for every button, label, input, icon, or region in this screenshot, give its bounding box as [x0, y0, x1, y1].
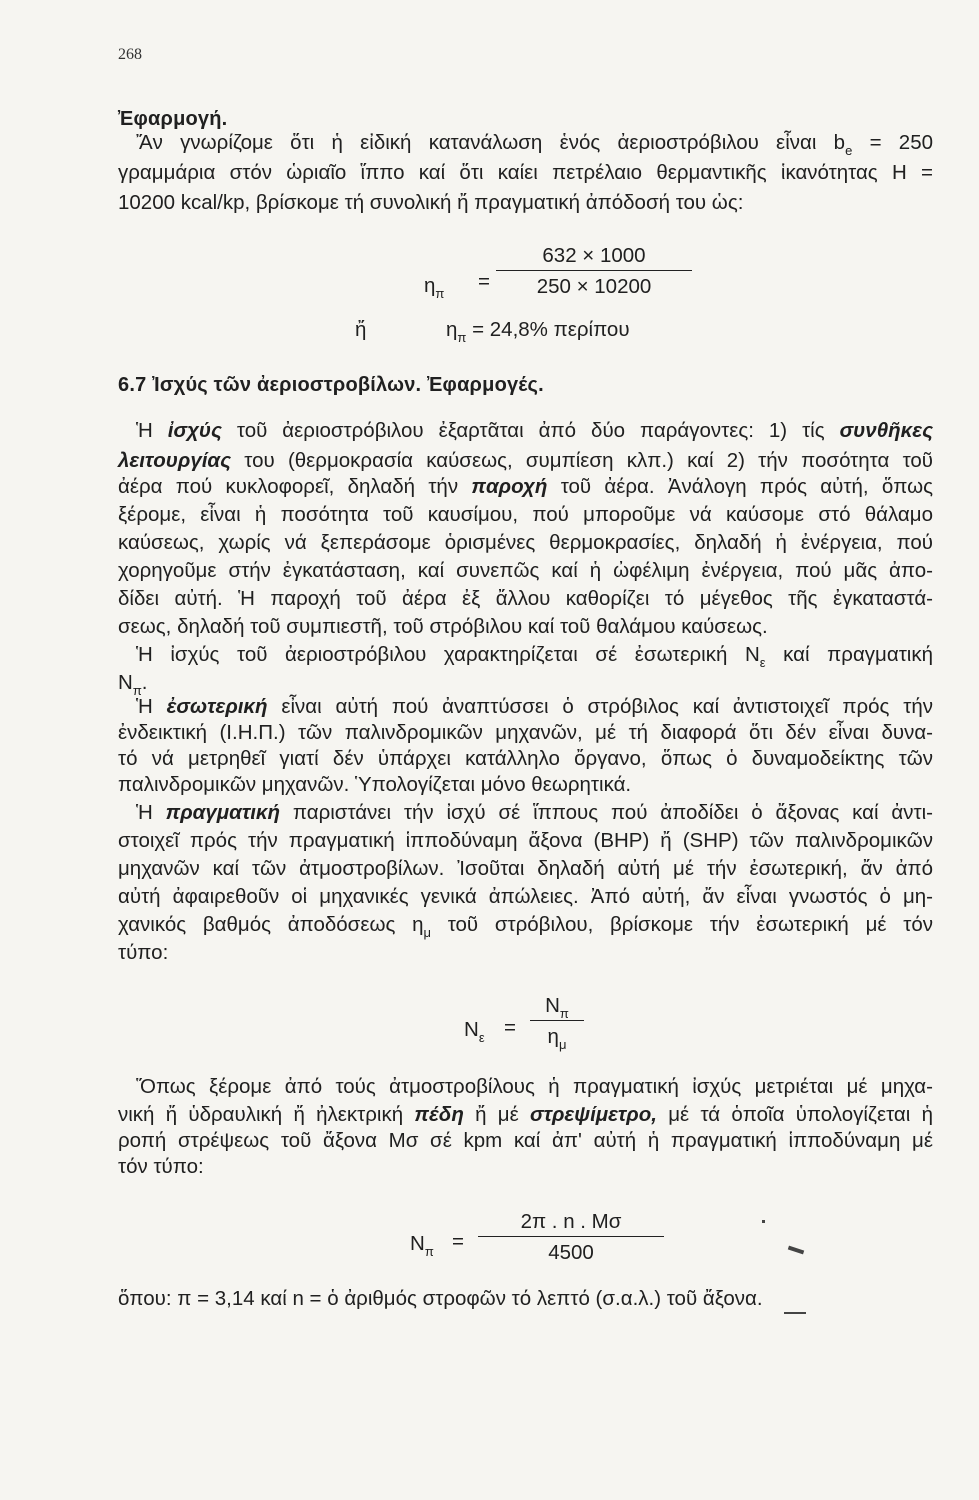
formula3-denominator: $\eta_\mu$ — [547, 1025, 567, 1052]
formula4-numerator: 2π . n . Mσ — [520, 1210, 622, 1233]
text-line: Ὅπως ξέρομε ἀπό τούς ἀτμοστροβίλους ἡ πραγματική ἰσχύς μετριέται μέ μηχα- — [136, 1075, 933, 1098]
text-line: τό νά μετρηθεῖ γιατί δέν ὑπάρχει κατάλληλο ὄργανο, ὅπως ὁ δυναμοδείκτης τῶν — [118, 747, 933, 770]
text-line: Ἡ πραγματική παριστάνει τήν ἰσχύ σέ ἵππους πού ἀποδίδει ὁ ἄξονας καί ἀντι- — [136, 801, 933, 824]
formula2: $\eta_\pi = 24,8\%$ περίπου — [446, 318, 630, 345]
formula4-fraction — [478, 1210, 664, 1265]
text-line: νική ἤ ὑδραυλική ἤ ἠλεκτρική πέδη ἤ μέ στρεψίμετρο, μέ τά ὁποῖα ὑπολογίζεται ἡ — [118, 1103, 933, 1126]
text-line: δίδει αὐτή. Ἡ παροχή τοῦ ἀέρα ἐξ ἄλλου καθορίζει τό μέγεθος τῆς ἐγκαταστά- — [118, 587, 933, 610]
text-line: μηχανῶν καί τῶν ἀτμοστροβίλων. Ἰσοῦται δηλαδή αὐτή μέ τήν ἐσωτερική, ἄν ἀπό — [118, 857, 933, 880]
text-line: Ἡ ἐσωτερική εἶναι αὐτή πού ἀναπτύσσει ὁ στρόβιλος καί ἀντιστοιχεῖ πρός τήν — [136, 695, 933, 718]
formula4-lhs: $N_\pi$ — [410, 1232, 434, 1259]
text-line: τύπο: — [118, 941, 169, 964]
text-line: ἐνδεικτική (Ι.Η.Π.) τῶν παλινδρομικῶν μηχανῶν, μέ τή διαφορά ὅτι δέν εἶναι δυνα- — [118, 721, 933, 744]
text-line: γραμμάρια στόν ὡριαῖο ἵππο καί ὅτι καίει πετρέλαιο θερμαντικῆς ἱκανότητας H = — [118, 161, 933, 184]
text-line: ξέρομε, εἶναι ἡ ποσότητα τοῦ καυσίμου, πού μποροῦμε νά καύσομε στό θάλαμο — [118, 503, 933, 526]
formula3-lhs: $N_\varepsilon$ — [464, 1018, 485, 1045]
text-line: παλινδρομικῶν μηχανῶν. Ὑπολογίζεται μόνο θεωρητικά. — [118, 773, 632, 796]
text-line: Ἡ ἰσχύς τοῦ ἀεριοστρόβιλου χαρακτηρίζεται σέ ἐσωτερική $N_\varepsilon$ καί πραγματική — [136, 643, 934, 670]
section-heading: 6.7 Ἰσχύς τῶν ἀεριοστροβίλων. Ἐφαρμογές. — [118, 374, 544, 396]
text-line: ροπή στρέψεως τοῦ ἄξονα Mσ σέ kpm καί ἀπ' αὐτή ἡ πραγματική ἱπποδύναμη μέ — [118, 1129, 933, 1152]
text-line: αὐτή ἀφαιρεθοῦν οἱ μηχανικές γενικά ἀπώλειες. Ἀπό αὐτή, ἄν εἶναι γνωστός ὁ μη- — [118, 885, 933, 908]
text-line: τόν τύπο: — [118, 1155, 204, 1178]
formula4-equals: = — [452, 1230, 464, 1253]
formula1-denominator: 250 × 10200 — [536, 275, 652, 298]
formula1-numerator: 632 × 1000 — [542, 244, 646, 267]
text-line: Ἄν γνωρίζομε ὅτι ἡ εἰδική κατανάλωση ἑνός ἀεριοστρόβιλου εἶναι $b_e = 250$ — [136, 131, 934, 158]
text-line: χορηγοῦμε στήν ἐγκατάσταση, καί συνεπῶς καί ἡ ὠφέλιμη ἐνέργεια, πού μᾶς ἀπο- — [118, 559, 933, 582]
formula3-equals: = — [504, 1016, 516, 1039]
closing-line: ὅπου: π = 3,14 καί n = ὁ ἀριθμός στροφῶν τό λεπτό (σ.α.λ.) τοῦ ἄξονα. — [118, 1287, 763, 1310]
formula3-numerator: $N_\pi$ — [545, 994, 569, 1021]
text-line: ἀέρα πού κυκλοφορεῖ, δηλαδή τήν παροχή τοῦ ἀέρα. Ἀνάλογη πρός αὐτή, ὅπως — [118, 475, 933, 498]
application-heading: Ἐφαρμογή. — [118, 108, 228, 130]
text-line: στοιχεῖ πρός τήν πραγματική ἱπποδύναμη ἄξονα (BHP) ἤ (SHP) τῶν παλινδρομικῶν — [118, 829, 933, 852]
formula2-prefix: ἤ — [355, 318, 367, 341]
page-number: 268 — [118, 46, 142, 63]
formula4-denominator: 4500 — [548, 1241, 594, 1264]
formula1-equals: = — [478, 270, 490, 293]
formula3-fraction — [530, 994, 584, 1052]
text-line: λειτουργίας του (θερμοκρασία καύσεως, συμπίεση κλπ.) καί 2) τήν ποσότητα τοῦ — [118, 449, 933, 472]
formula1-lhs: $\eta_\pi$ — [424, 274, 445, 301]
formula1-fraction — [496, 244, 692, 299]
text-line: σεως, δηλαδή τοῦ συμπιεστῆ, τοῦ στρόβιλου καί τοῦ θαλάμου καύσεως. — [118, 615, 768, 638]
text-line: καύσεως, χωρίς νά ξεπεράσομε ὁρισμένες θερμοκρασίες, δηλαδή ἡ ἐνέργεια, πού — [118, 531, 933, 554]
scan-mark — [762, 1220, 765, 1223]
text-line: $N_\pi$. — [118, 671, 148, 698]
scan-mark — [788, 1246, 804, 1255]
text-line: 10200 kcal/kp, βρίσκομε τή συνολική ἤ πραγματική ἀπόδοσή του ὡς: — [118, 191, 744, 214]
text-line: Ἡ ἰσχύς τοῦ ἀεριοστρόβιλου ἐξαρτᾶται ἀπό δύο παράγοντες: 1) τίς συνθῆκες — [136, 419, 933, 442]
scan-mark — [784, 1312, 806, 1314]
text-line: χανικός βαθμός ἀποδόσεως $\eta_\mu$ τοῦ στρόβιλου, βρίσκομε τήν ἐσωτερική μέ τόν — [118, 913, 934, 940]
